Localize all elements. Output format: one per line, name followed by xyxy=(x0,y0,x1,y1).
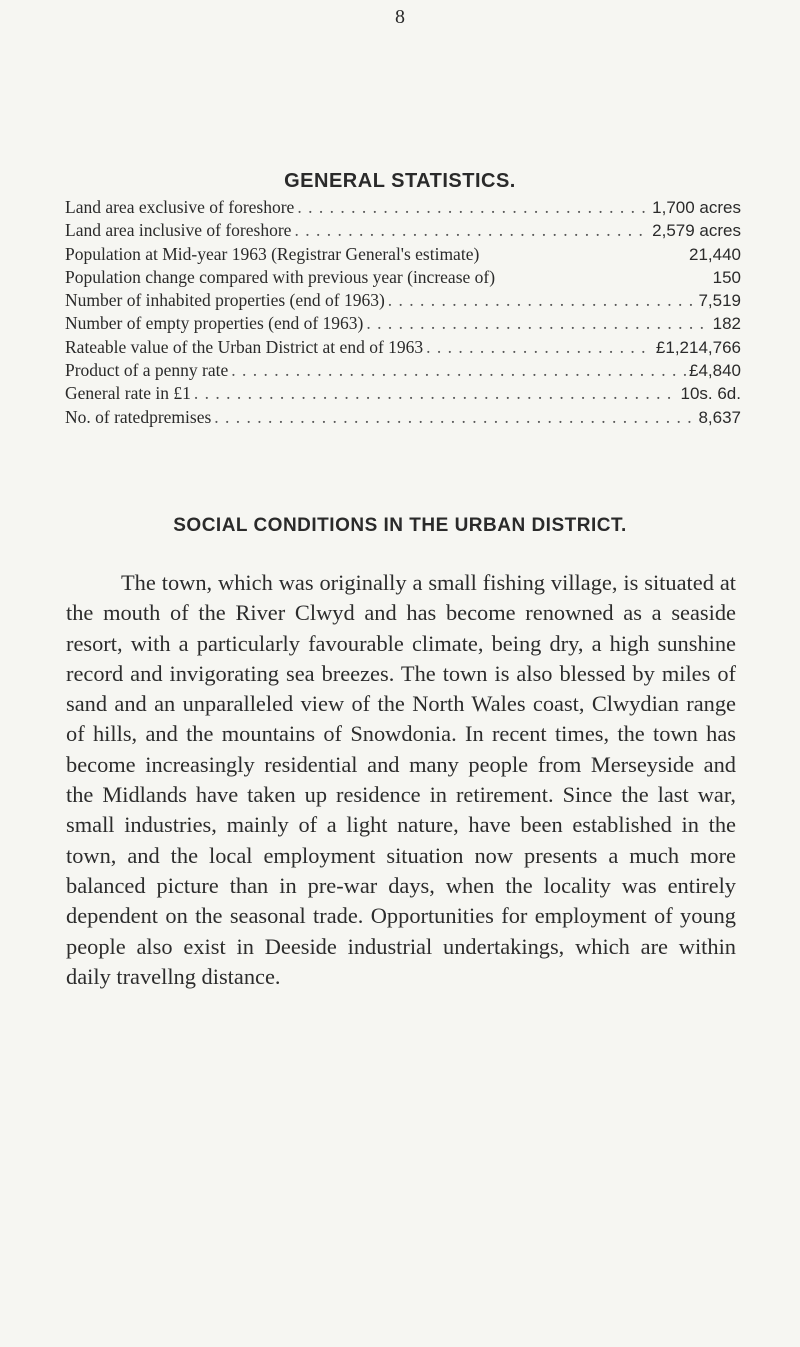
stat-label: No. of ratedpremises xyxy=(65,406,212,427)
stat-value: 1,700 acres xyxy=(652,198,741,217)
stat-value: 8,637 xyxy=(698,407,741,427)
page-number: 8 xyxy=(395,6,405,28)
dot-leader xyxy=(214,406,695,429)
stat-row-general-rate xyxy=(65,382,741,405)
dot-leader xyxy=(194,382,678,405)
stat-label: Product of a penny rate xyxy=(65,360,229,381)
stat-row-population-change xyxy=(65,266,741,289)
stat-row-population xyxy=(65,243,741,266)
social-conditions-paragraph: The town, which was originally a small fishing village, is situated at the mouth of the River Clwyd and has become renowned as a seaside resort, with a particularly favourable climate, being dry, a high sunshine record and invigorating sea breezes. The town is also blessed by miles of sand and an unparalleled view of the North Wales coast, Clwydian range of hills, and the mountains of Snowdonia. In recent times, the town has become increasingly residential and many people from Merseyside and the Midlands have taken up residence in retirement. Since the last war, small industries, mainly of a light nature, have been established in the town, and the local employment situation now presents a much more balanced picture than in pre-war days, when the locality was entirely dependent on the seasonal trade. Opportunities for employment of young people also exist in Deeside industrial undertakings, which are within daily travellng distance. xyxy=(66,570,736,989)
stat-label: Land area inclusive of foreshore xyxy=(65,220,292,241)
stat-label: Land area exclusive of foreshore xyxy=(65,197,295,217)
stat-label: Population change compared with previous year (increase of) xyxy=(65,266,496,287)
stat-row-penny-rate xyxy=(65,359,741,382)
stat-value: 10s. 6d. xyxy=(680,384,741,404)
stat-row-rated-premises xyxy=(65,406,741,429)
general-statistics-heading: GENERAL STATISTICS. xyxy=(284,170,516,192)
dot-leader xyxy=(426,336,653,359)
dot-leader xyxy=(388,289,696,312)
stat-value: 21,440 xyxy=(689,244,741,264)
stat-value: 2,579 acres xyxy=(652,221,741,241)
stat-value: 7,519 xyxy=(698,291,741,311)
stat-row-land-area-exclusive xyxy=(65,196,741,219)
dot-leader xyxy=(231,359,686,382)
stat-row-empty-properties xyxy=(65,312,741,335)
stat-row-land-area-inclusive xyxy=(65,219,741,242)
dot-leader xyxy=(297,196,649,219)
stat-row-rateable-value xyxy=(65,336,741,359)
stat-label: Rateable value of the Urban District at end of 1963 xyxy=(65,336,424,357)
stat-label: Number of inhabited properties (end of 1963) xyxy=(65,290,385,311)
stat-value: £4,840 xyxy=(689,361,741,381)
stat-label: General rate in £1 xyxy=(65,383,191,404)
dot-leader xyxy=(294,219,649,242)
social-conditions-heading: SOCIAL CONDITIONS IN THE URBAN DISTRICT. xyxy=(173,515,627,536)
stat-label: Population at Mid-year 1963 (Registrar General's estimate) xyxy=(65,243,480,264)
stat-label: Number of empty properties (end of 1963) xyxy=(65,313,364,334)
stat-row-inhabited-properties xyxy=(65,289,741,312)
stat-value: 182 xyxy=(712,314,741,334)
stat-value: 150 xyxy=(712,267,741,287)
general-statistics-table xyxy=(65,196,741,429)
stat-value: £1,214,766 xyxy=(655,337,741,357)
dot-leader xyxy=(366,312,709,335)
